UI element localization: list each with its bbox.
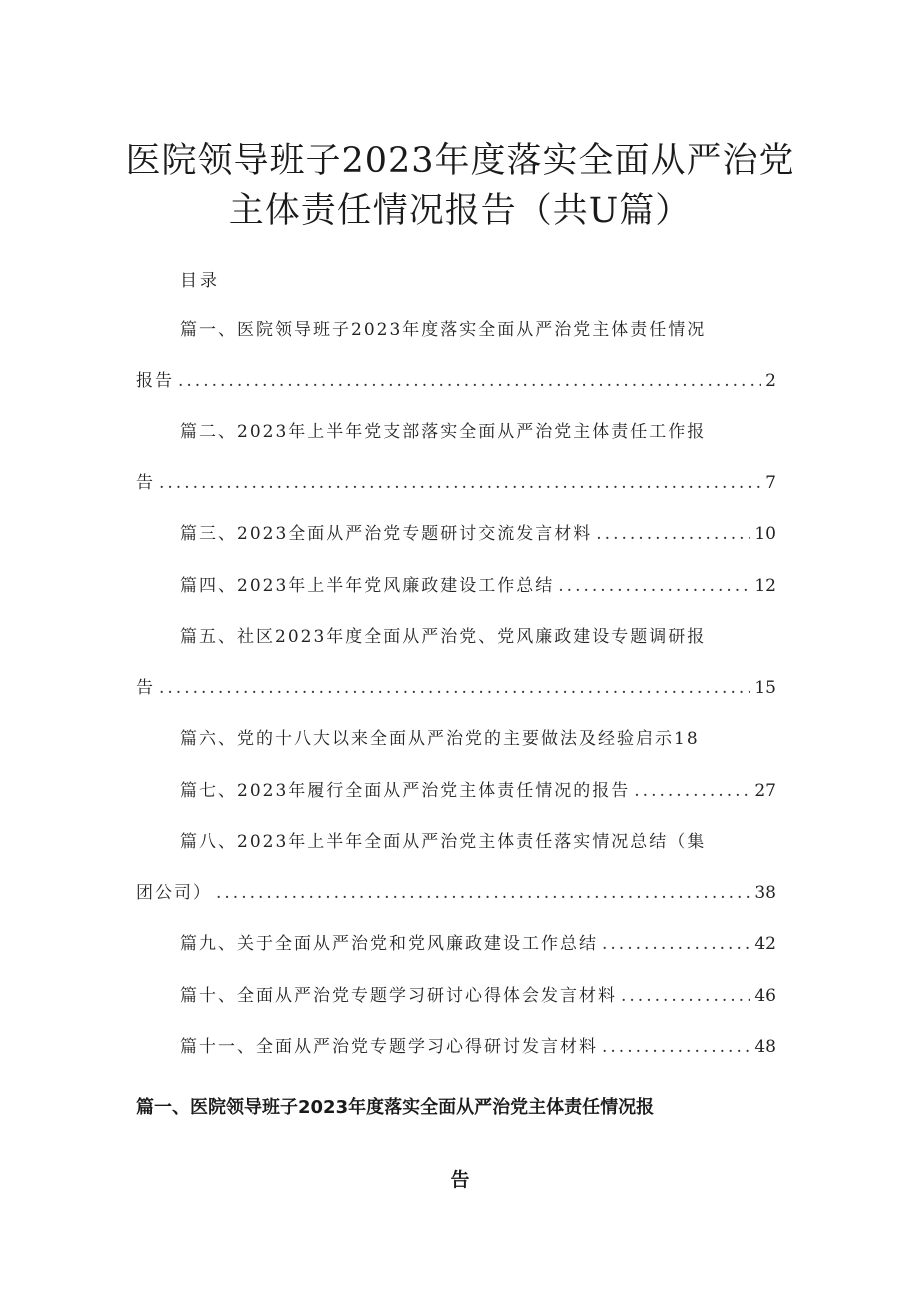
toc-entry-10-page: 46 bbox=[754, 986, 776, 1006]
toc-entry-8-line1: 篇八、2023年上半年全面从严治党主体责任落实情况总结（集 bbox=[180, 832, 707, 852]
toc-entry-8-text-cont: 团公司） bbox=[136, 883, 212, 903]
toc-entry-11-page: 48 bbox=[754, 1037, 776, 1057]
document-title-line2: 主体责任情况报告（共U篇） bbox=[228, 191, 692, 231]
toc-heading: 目录 bbox=[180, 271, 220, 291]
toc-leader-dots bbox=[178, 369, 761, 393]
toc-entry-9-page: 42 bbox=[754, 934, 776, 954]
toc-entry-3-page: 10 bbox=[754, 524, 776, 544]
toc-entry-2-line1: 篇二、2023年上半年党支部落实全面从严治党主体责任工作报 bbox=[180, 422, 707, 442]
toc-entry-2-line2 bbox=[136, 471, 776, 495]
toc-entry-9-text: 篇九、关于全面从严治党和党风廉政建设工作总结 bbox=[180, 934, 598, 954]
toc-leader-dots bbox=[602, 932, 750, 956]
section-heading: 篇一、医院领导班子2023年度落实全面从严治党主体责任情况报 bbox=[136, 1097, 655, 1118]
toc-entry-10-text: 篇十、全面从严治党专题学习研讨心得体会发言材料 bbox=[180, 986, 617, 1006]
toc-entry-5-text-cont: 告 bbox=[136, 678, 155, 698]
toc-entry-7-text: 篇七、2023年履行全面从严治党主体责任情况的报告 bbox=[180, 781, 631, 801]
toc-entry-2-page: 7 bbox=[765, 473, 776, 493]
toc-entry-7 bbox=[180, 779, 776, 803]
toc-entry-8-line2 bbox=[136, 881, 776, 905]
toc-entry-3-text: 篇三、2023全面从严治党专题研讨交流发言材料 bbox=[180, 524, 593, 544]
toc-entry-5-page: 15 bbox=[754, 678, 776, 698]
toc-entry-4-page: 12 bbox=[754, 576, 776, 596]
toc-leader-dots bbox=[596, 522, 750, 546]
toc-leader-dots bbox=[216, 881, 750, 905]
toc-entry-7-page: 27 bbox=[754, 781, 776, 801]
toc-entry-3 bbox=[180, 522, 776, 546]
toc-entry-11 bbox=[180, 1035, 776, 1059]
section-heading-continuation: 告 bbox=[450, 1169, 470, 1191]
toc-entry-8-page: 38 bbox=[754, 883, 776, 903]
toc-entry-11-text: 篇十一、全面从严治党专题学习心得研讨发言材料 bbox=[180, 1037, 598, 1057]
toc-leader-dots bbox=[159, 676, 750, 700]
toc-leader-dots bbox=[159, 471, 761, 495]
toc-entry-1-line2 bbox=[136, 369, 776, 393]
toc-entry-9 bbox=[180, 932, 776, 956]
toc-entry-4 bbox=[180, 574, 776, 598]
toc-entry-1-page: 2 bbox=[765, 371, 776, 391]
toc-entry-1-text-cont: 报告 bbox=[136, 371, 174, 391]
toc-leader-dots bbox=[602, 1035, 750, 1059]
document-title-line1: 医院领导班子2023年度落实全面从严治党 bbox=[125, 141, 795, 181]
toc-entry-1-line1: 篇一、医院领导班子2023年度落实全面从严治党主体责任情况 bbox=[180, 320, 707, 340]
toc-entry-6: 篇六、党的十八大以来全面从严治党的主要做法及经验启示18 bbox=[180, 729, 700, 749]
toc-entry-2-text-cont: 告 bbox=[136, 473, 155, 493]
toc-entry-10 bbox=[180, 984, 776, 1008]
toc-leader-dots bbox=[558, 574, 750, 598]
toc-leader-dots bbox=[634, 779, 750, 803]
toc-entry-5-line2 bbox=[136, 676, 776, 700]
toc-entry-4-text: 篇四、2023年上半年党风廉政建设工作总结 bbox=[180, 576, 555, 596]
toc-leader-dots bbox=[621, 984, 750, 1008]
toc-entry-5-line1: 篇五、社区2023年度全面从严治党、党风廉政建设专题调研报 bbox=[180, 627, 707, 647]
